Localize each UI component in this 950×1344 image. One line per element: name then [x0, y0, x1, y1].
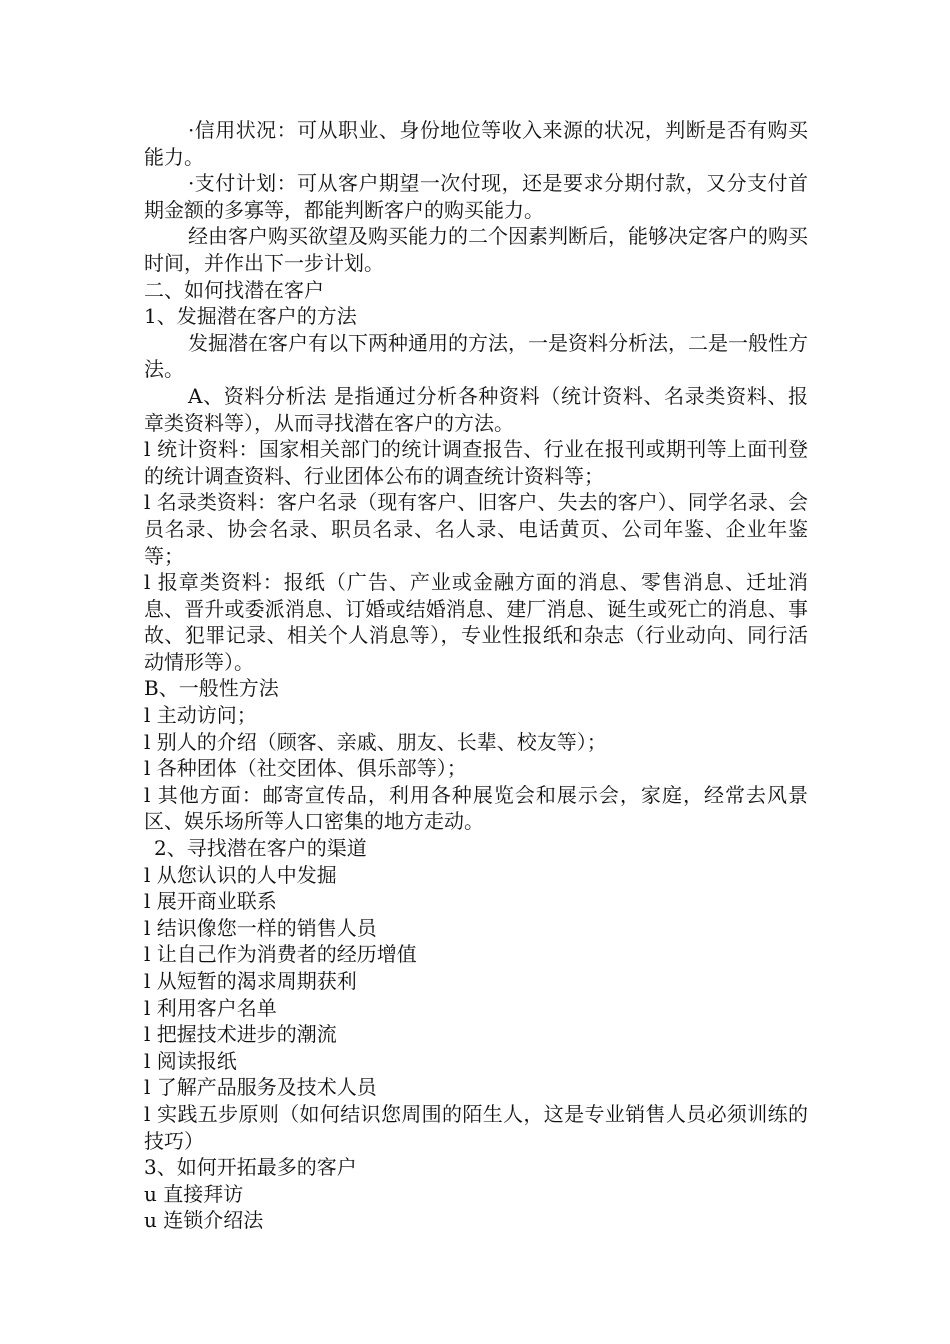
- list-item-direct-visit: u 直接拜访: [144, 1181, 244, 1206]
- subheading-develop-customers: 3、如何开拓最多的客户: [144, 1155, 357, 1180]
- list-item-statistics: l 统计资料：国家相关部门的统计调查报告、行业在报刊或期刊等上面刊登的统计调查资料、行业团体公布的调查统计资料等；: [144, 437, 808, 488]
- list-item-channel: l 从短暂的渴求周期获利: [144, 969, 357, 993]
- list-item-channel: l 阅读报纸: [144, 1048, 237, 1073]
- list-item-channel: l 实践五步原则（如何结识您周围的陌生人，这是专业销售人员必须训练的技巧）: [144, 1101, 808, 1153]
- list-item-groups: l 各种团体（社交团体、俱乐部等）；: [144, 756, 467, 781]
- list-item-channel: l 从您认识的人中发掘: [144, 862, 337, 887]
- document-page: [144, 117, 808, 1234]
- list-item-channel: l 让自己作为消费者的经历增值: [144, 942, 417, 967]
- list-item-channel: l 把握技术进步的潮流: [144, 1022, 337, 1047]
- list-item-channel: l 结识像您一样的销售人员: [144, 915, 377, 940]
- list-item-other: l 其他方面：邮寄宣传品，利用各种展览会和展示会，家庭，经常去风景区、娱乐场所等人口密集的地方走动。: [144, 782, 808, 834]
- list-item-channel: l 展开商业联系: [144, 889, 277, 914]
- list-item-channel: l 了解产品服务及技术人员: [144, 1075, 377, 1100]
- paragraph-two-methods: 发掘潜在客户有以下两种通用的方法，一是资料分析法，二是一般性方法。: [144, 330, 808, 382]
- list-item-referrals: l 别人的介绍（顾客、亲戚、朋友、长辈、校友等）；: [144, 729, 607, 754]
- paragraph-payment-plan: ·支付计划：可从客户期望一次付现，还是要求分期付款，又分支付首期金额的多寡等，都能判断客户的购买能力。: [144, 171, 808, 222]
- paragraph-purchase-judgement: 经由客户购买欲望及购买能力的二个因素判断后，能够决定客户的购买时间，并作出下一步计划。: [144, 224, 808, 275]
- list-item-chain-referral: u 连锁介绍法: [144, 1208, 264, 1233]
- subheading-general-methods: B、一般性方法: [144, 676, 279, 701]
- paragraph-data-analysis: A、资料分析法 是指通过分析各种资料（统计资料、名录类资料、报章类资料等），从而寻找潜在客户的方法。: [144, 383, 808, 435]
- list-item-channel: l 利用客户名单: [144, 995, 277, 1020]
- section-heading-find-customers: 二、如何找潜在客户: [144, 277, 324, 302]
- paragraph-credit-status: ·信用状况：可从职业、身份地位等收入来源的状况，判断是否有购买能力。: [144, 118, 808, 169]
- list-item-newspapers: l 报章类资料：报纸（广告、产业或金融方面的消息、零售消息、迁址消息、晋升或委派消息、订婚或结婚消息、建厂消息、诞生或死亡的消息、事故、犯罪记录、相关个人消息等），专业性报纸和杂志（行业动向、同行活动情形等）。: [144, 570, 808, 674]
- subheading-discovery-methods: 1、发掘潜在客户的方法: [144, 304, 357, 329]
- list-item-directories: l 名录类资料：客户名录（现有客户、旧客户、失去的客户）、同学名录、会员名录、协会名录、职员名录、名人录、电话黄页、公司年鉴、企业年鉴等；: [144, 490, 808, 568]
- subheading-channels: 2、寻找潜在客户的渠道: [154, 836, 367, 861]
- list-item-active-visit: l 主动访问；: [144, 703, 257, 728]
